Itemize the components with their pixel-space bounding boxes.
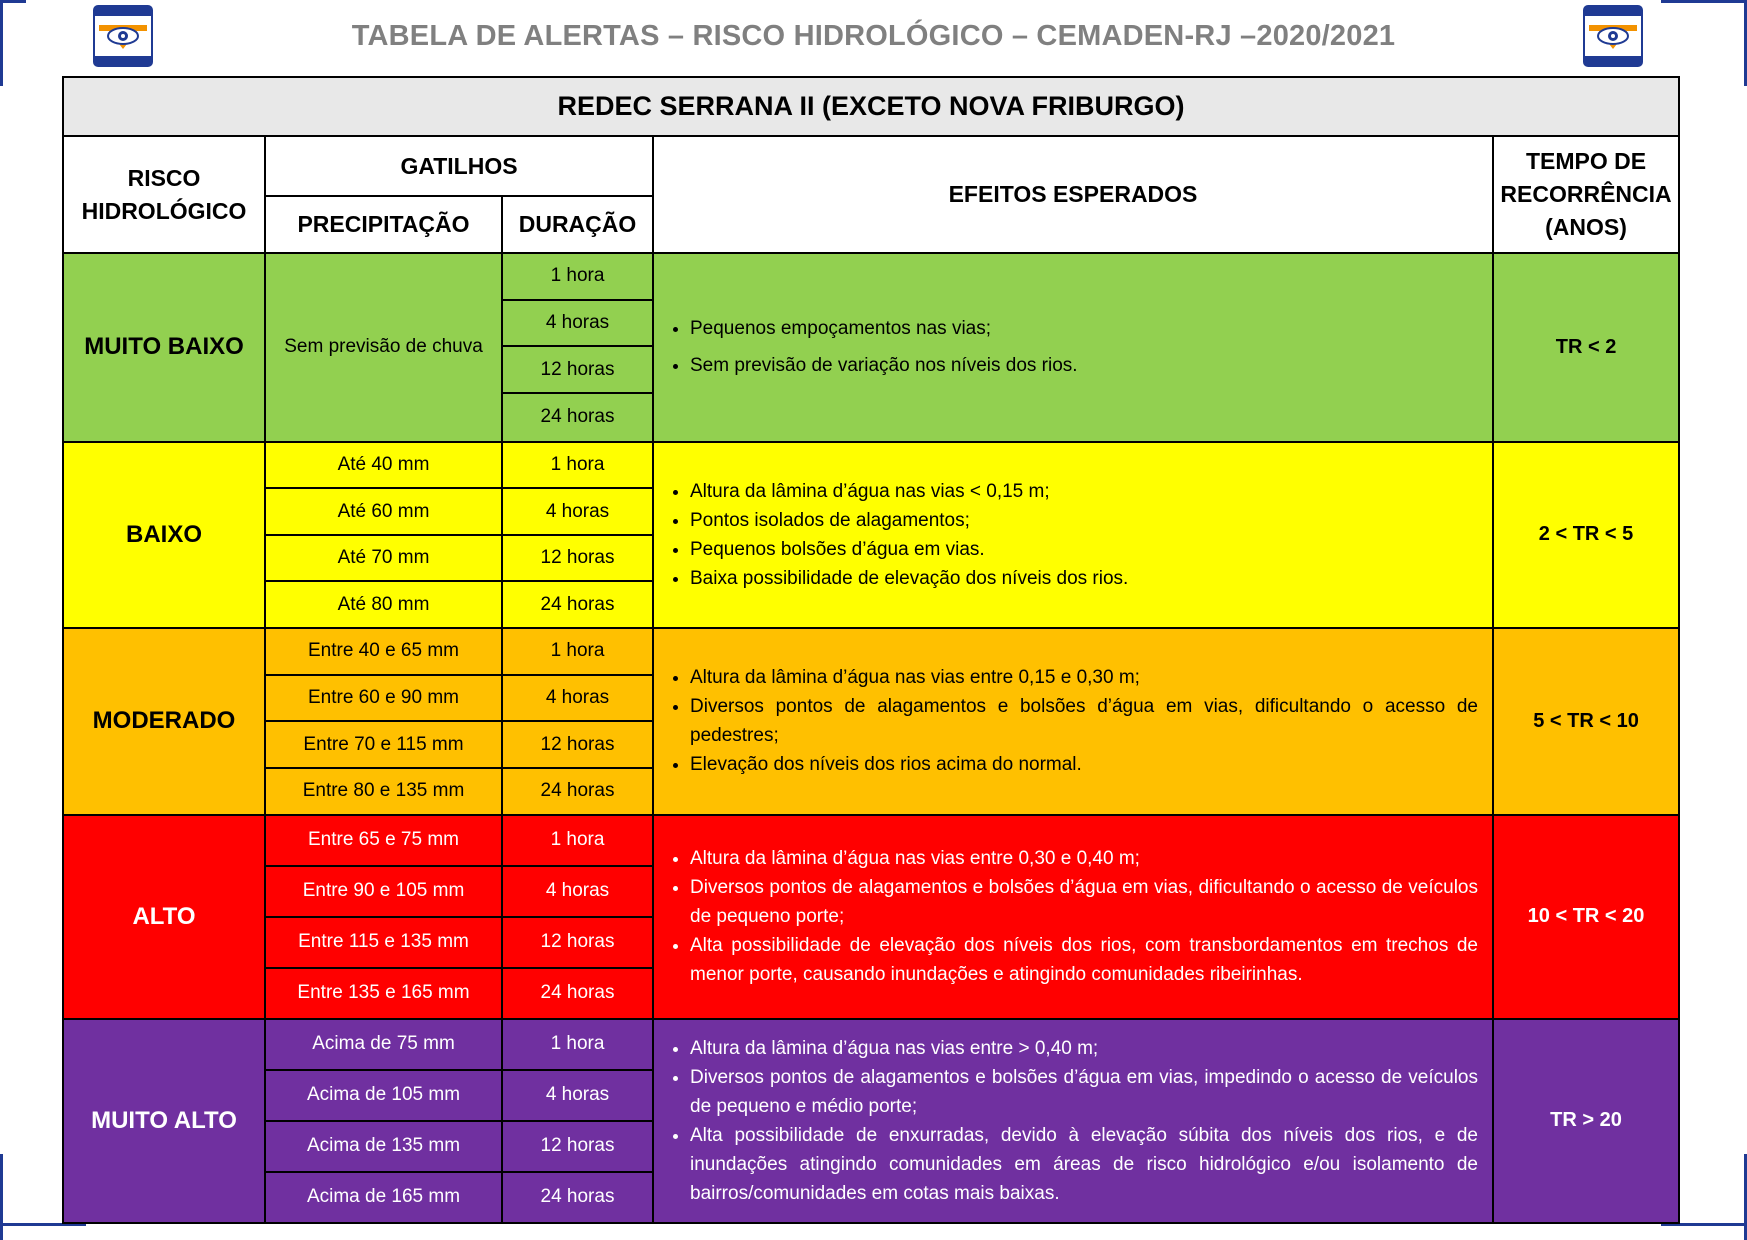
table-banner: REDEC SERRANA II (EXCETO NOVA FRIBURGO): [63, 77, 1679, 136]
precipitation-cell: Entre 90 e 105 mm: [265, 866, 502, 917]
duration-cell: 12 horas: [502, 721, 653, 768]
effect-item: • Pequenos empoçamentos nas vias;: [690, 314, 1478, 343]
precipitation-cell: Até 70 mm: [265, 535, 502, 582]
effect-item: • Baixa possibilidade de elevação dos níveis dos rios.: [690, 564, 1478, 593]
recurrence-time-cell: 10 < TR < 20: [1493, 815, 1679, 1019]
duration-cell: 1 hora: [502, 815, 653, 866]
level-row: [63, 442, 1679, 489]
levels-body: [63, 253, 1679, 1223]
precipitation-cell: Sem previsão de chuva: [265, 253, 502, 442]
effect-item: • Altura da lâmina d’água nas vias entre 0,15 e 0,30 m;: [690, 663, 1478, 692]
effect-item: • Altura da lâmina d’água nas vias entre 0,30 e 0,40 m;: [690, 844, 1478, 873]
precipitation-cell: Entre 40 e 65 mm: [265, 628, 502, 675]
effects-cell: [653, 815, 1493, 1019]
precipitation-cell: Até 60 mm: [265, 488, 502, 535]
effect-item: • Alta possibilidade de enxurradas, devido à elevação súbita dos níveis dos rios, e de inundações atingindo comunidades em áreas de risco hidrológico e/ou isolamento de bairros/comunidades em cotas mais baixas.: [690, 1121, 1478, 1208]
precipitation-cell: Até 40 mm: [265, 442, 502, 489]
header-gatilhos: GATILHOS: [265, 136, 653, 196]
level-row: [63, 815, 1679, 866]
risk-level-name: MUITO BAIXO: [63, 253, 265, 442]
level-row: [63, 1019, 1679, 1070]
precipitation-cell: Acima de 135 mm: [265, 1121, 502, 1172]
effects-cell: [653, 253, 1493, 442]
precipitation-cell: Acima de 105 mm: [265, 1070, 502, 1121]
precipitation-cell: Entre 115 e 135 mm: [265, 917, 502, 968]
precipitation-cell: Entre 70 e 115 mm: [265, 721, 502, 768]
duration-cell: 12 horas: [502, 346, 653, 393]
duration-cell: 4 horas: [502, 1070, 653, 1121]
duration-cell: 12 horas: [502, 535, 653, 582]
duration-cell: 4 horas: [502, 675, 653, 722]
precipitation-cell: Entre 65 e 75 mm: [265, 815, 502, 866]
effects-list: [666, 314, 1478, 380]
effect-item: • Alta possibilidade de elevação dos níveis dos rios, com transbordamentos em trechos de menor porte, causando inundações e atingindo comunidades ribeirinhas.: [690, 931, 1478, 989]
precipitation-cell: Acima de 75 mm: [265, 1019, 502, 1070]
duration-cell: 24 horas: [502, 393, 653, 442]
duration-cell: 1 hora: [502, 253, 653, 300]
risk-level-name: ALTO: [63, 815, 265, 1019]
duration-cell: 24 horas: [502, 968, 653, 1019]
duration-cell: 24 horas: [502, 581, 653, 628]
effect-item: • Pequenos bolsões d’água em vias.: [690, 535, 1478, 564]
recurrence-time-cell: TR > 20: [1493, 1019, 1679, 1223]
risk-level-name: MUITO ALTO: [63, 1019, 265, 1223]
header-risco: RISCO HIDROLÓGICO: [63, 136, 265, 253]
header-duracao: DURAÇÃO: [502, 196, 653, 253]
precipitation-cell: Entre 60 e 90 mm: [265, 675, 502, 722]
duration-cell: 4 horas: [502, 866, 653, 917]
duration-cell: 4 horas: [502, 300, 653, 347]
effects-cell: [653, 1019, 1493, 1223]
effects-list: [666, 477, 1478, 593]
effects-cell: [653, 442, 1493, 628]
effect-item: • Pontos isolados de alagamentos;: [690, 506, 1478, 535]
duration-cell: 12 horas: [502, 1121, 653, 1172]
document-title: TABELA DE ALERTAS – RISCO HIDROLÓGICO – CEMADEN-RJ –2020/2021: [351, 20, 1396, 52]
header-precipitacao: PRECIPITAÇÃO: [265, 196, 502, 253]
effects-list: [666, 844, 1478, 989]
effect-item: • Diversos pontos de alagamentos e bolsões d’água em vias, dificultando o acesso de veículos de pequeno porte;: [690, 873, 1478, 931]
precipitation-cell: Entre 80 e 135 mm: [265, 768, 502, 815]
effect-item: • Diversos pontos de alagamentos e bolsões d’água em vias, impedindo o acesso de veículos de pequeno e médio porte;: [690, 1063, 1478, 1121]
header-efeitos: EFEITOS ESPERADOS: [653, 136, 1493, 253]
duration-cell: 1 hora: [502, 1019, 653, 1070]
level-row: [63, 628, 1679, 675]
level-row: [63, 253, 1679, 300]
effect-item: • Altura da lâmina d’água nas vias < 0,15 m;: [690, 477, 1478, 506]
effects-cell: [653, 628, 1493, 814]
frame-corner-bottom-left: [0, 1154, 3, 1240]
risk-level-name: BAIXO: [63, 442, 265, 628]
alert-table: [62, 76, 1680, 1224]
effect-item: • Elevação dos níveis dos rios acima do normal.: [690, 750, 1478, 779]
effect-item: • Sem previsão de variação nos níveis dos rios.: [690, 351, 1478, 380]
duration-cell: 1 hora: [502, 628, 653, 675]
header-tempo-recorrencia: TEMPO DE RECORRÊNCIA (ANOS): [1493, 136, 1679, 253]
effects-list: [666, 663, 1478, 779]
duration-cell: 12 horas: [502, 917, 653, 968]
effect-item: • Altura da lâmina d’água nas vias entre > 0,40 m;: [690, 1034, 1478, 1063]
duration-cell: 4 horas: [502, 488, 653, 535]
recurrence-time-cell: TR < 2: [1493, 253, 1679, 442]
precipitation-cell: Acima de 165 mm: [265, 1172, 502, 1223]
duration-cell: 24 horas: [502, 1172, 653, 1223]
precipitation-cell: Até 80 mm: [265, 581, 502, 628]
effect-item: • Diversos pontos de alagamentos e bolsões d’água em vias, dificultando o acesso de pedestres;: [690, 692, 1478, 750]
recurrence-time-cell: 5 < TR < 10: [1493, 628, 1679, 814]
duration-cell: 24 horas: [502, 768, 653, 815]
recurrence-time-cell: 2 < TR < 5: [1493, 442, 1679, 628]
risk-level-name: MODERADO: [63, 628, 265, 814]
effects-list: [666, 1034, 1478, 1208]
frame-corner-top-left-h: [0, 0, 26, 3]
duration-cell: 1 hora: [502, 442, 653, 489]
frame-corner-top-right-h: [1661, 0, 1747, 3]
precipitation-cell: Entre 135 e 165 mm: [265, 968, 502, 1019]
